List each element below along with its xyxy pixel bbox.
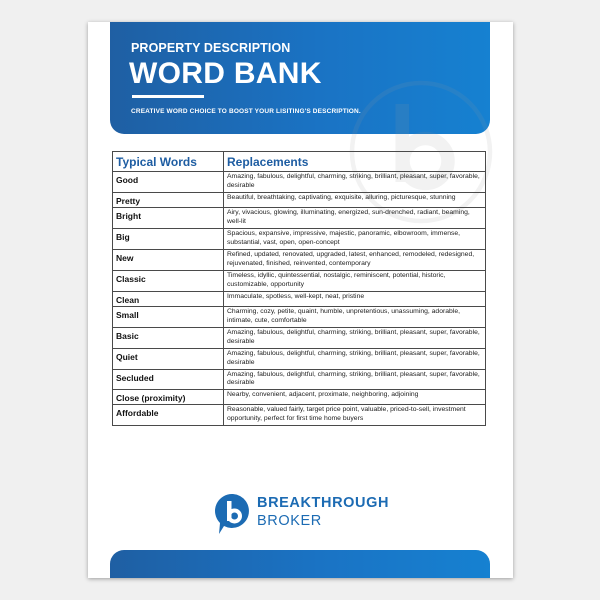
typical-word: Classic (113, 270, 224, 291)
brand-name-line1: BREAKTHROUGH (257, 495, 390, 511)
replacement-words: Refined, updated, renovated, upgraded, latest, enhanced, remodeled, redesigned, rejuvenated, finished, reinvented, contemporary (224, 249, 486, 270)
table-header-row (113, 152, 486, 172)
header-tagline: CREATIVE WORD CHOICE TO BOOST YOUR LISITING'S DESCRIPTION. (131, 108, 361, 115)
brand-name-line2: BROKER (257, 513, 322, 529)
word-bank-page (88, 22, 513, 578)
typical-word: Big (113, 228, 224, 249)
table-row (113, 327, 486, 348)
typical-word: Pretty (113, 192, 224, 207)
replacement-words: Immaculate, spotless, well-kept, neat, pristine (224, 291, 486, 306)
typical-word: Close (proximity) (113, 390, 224, 405)
table-row (113, 270, 486, 291)
table-row (113, 348, 486, 369)
replacement-words: Beautiful, breathtaking, captivating, exquisite, alluring, picturesque, stunning (224, 192, 486, 207)
table-row (113, 306, 486, 327)
replacement-words: Charming, cozy, petite, quaint, humble, unpretentious, unassuming, adorable, intimate, cute, comfortable (224, 306, 486, 327)
table-row (113, 228, 486, 249)
typical-word: Good (113, 172, 224, 193)
column-header-replacements: Replacements (224, 152, 486, 172)
header-divider (132, 95, 204, 98)
replacement-words: Airy, vivacious, glowing, illuminating, energized, sun-drenched, radiant, beaming, well-lit (224, 207, 486, 228)
typical-word: Small (113, 306, 224, 327)
table-body (113, 172, 486, 426)
table-row (113, 405, 486, 426)
table-row (113, 249, 486, 270)
replacement-words: Spacious, expansive, impressive, majestic, panoramic, elbowroom, immense, substantial, vast, open, open-concept (224, 228, 486, 249)
replacement-words: Amazing, fabulous, delightful, charming, striking, brilliant, pleasant, super, favorable, desirable (224, 172, 486, 193)
column-header-typical: Typical Words (113, 152, 224, 172)
replacement-words: Amazing, fabulous, delightful, charming, striking, brilliant, pleasant, super, favorable, desirable (224, 348, 486, 369)
typical-word: Quiet (113, 348, 224, 369)
footer-banner (110, 550, 490, 578)
replacement-words: Amazing, fabulous, delightful, charming, striking, brilliant, pleasant, super, favorable, desirable (224, 369, 486, 390)
typical-word: New (113, 249, 224, 270)
typical-word: Basic (113, 327, 224, 348)
typical-word: Affordable (113, 405, 224, 426)
table-row (113, 369, 486, 390)
replacement-words: Reasonable, valued fairly, target price point, valuable, priced-to-sell, investment opportunity, perfect for first time home buyers (224, 405, 486, 426)
typical-word: Secluded (113, 369, 224, 390)
table-row (113, 291, 486, 306)
replacement-words: Nearby, convenient, adjacent, proximate, neighboring, adjoining (224, 390, 486, 405)
table-row (113, 172, 486, 193)
replacement-words: Timeless, idyllic, quintessential, nostalgic, reminiscent, potential, historic, customizable, opportunity (224, 270, 486, 291)
replacement-words: Amazing, fabulous, delightful, charming, striking, brilliant, pleasant, super, favorable, desirable (224, 327, 486, 348)
table-row (113, 390, 486, 405)
header-title: WORD BANK (129, 57, 322, 90)
speech-bubble-b-icon (215, 493, 251, 535)
word-bank-table (112, 151, 486, 426)
typical-word: Bright (113, 207, 224, 228)
header-subtitle: PROPERTY DESCRIPTION (131, 41, 291, 55)
table-row (113, 207, 486, 228)
typical-word: Clean (113, 291, 224, 306)
header-banner (110, 22, 490, 134)
table-row (113, 192, 486, 207)
